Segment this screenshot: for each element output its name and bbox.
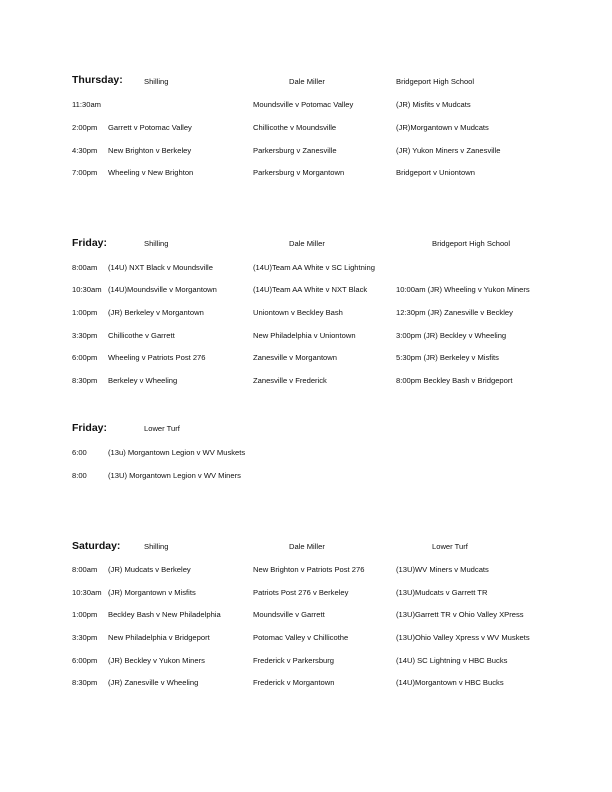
game-time: 3:30pm [72, 633, 98, 642]
game-shilling: Beckley Bash v New Philadelphia [108, 610, 221, 619]
game-shilling: (JR) Beckley v Yukon Miners [108, 656, 205, 665]
game-shilling: Berkeley v Wheeling [108, 376, 178, 385]
game-time: 6:00pm [72, 656, 98, 665]
game-dale-miller: (14U)Team AA White v SC Lightning [253, 263, 375, 272]
game-dale-miller: New Brighton v Patriots Post 276 [253, 565, 365, 574]
game-lower-turf: (14U)Morgantown v HBC Bucks [396, 678, 504, 687]
venue-header-shilling: Shilling [144, 77, 169, 86]
game-lower-turf: (13U) Morgantown Legion v WV Miners [108, 471, 241, 480]
game-shilling: Chillicothe v Garrett [108, 331, 175, 340]
game-dale-miller: Frederick v Morgantown [253, 678, 335, 687]
venue-header-lower-turf: Lower Turf [144, 424, 180, 433]
game-dale-miller: Potomac Valley v Chillicothe [253, 633, 349, 642]
game-time: 8:00am [72, 263, 98, 272]
game-shilling: New Brighton v Berkeley [108, 146, 192, 155]
game-shilling: (JR) Morgantown v Misfits [108, 588, 196, 597]
game-dale-miller: (14U)Team AA White v NXT Black [253, 285, 368, 294]
game-shilling: New Philadelphia v Bridgeport [108, 633, 210, 642]
game-bridgeport: 3:00pm (JR) Beckley v Wheeling [396, 331, 507, 340]
day-heading: Friday: [72, 237, 108, 249]
venue-header-dale-miller: Dale Miller [289, 239, 325, 248]
game-shilling: (JR) Zanesville v Wheeling [108, 678, 199, 687]
venue-header-shilling: Shilling [144, 239, 169, 248]
venue-header-dale-miller: Dale Miller [289, 542, 325, 551]
game-bridgeport: 12:30pm (JR) Zanesville v Beckley [396, 308, 513, 317]
game-time: 8:30pm [72, 376, 98, 385]
game-lower-turf: (13U)WV Miners v Mudcats [396, 565, 489, 574]
game-shilling: (JR) Mudcats v Berkeley [108, 565, 191, 574]
game-shilling: Garrett v Potomac Valley [108, 123, 192, 132]
venue-header-shilling: Shilling [144, 542, 169, 551]
game-lower-turf: (13U)Garrett TR v Ohio Valley XPress [396, 610, 524, 619]
game-shilling: Wheeling v New Brighton [108, 168, 194, 177]
game-shilling: (JR) Berkeley v Morgantown [108, 308, 204, 317]
game-shilling: (14U)Moundsville v Morgantown [108, 285, 217, 294]
game-bridgeport: Bridgeport v Uniontown [396, 168, 475, 177]
game-lower-turf: (13u) Morgantown Legion v WV Muskets [108, 448, 246, 457]
game-time: 1:00pm [72, 308, 98, 317]
game-time: 8:30pm [72, 678, 98, 687]
game-time: 4:30pm [72, 146, 98, 155]
game-time: 8:00 [72, 471, 87, 480]
game-bridgeport: 5:30pm (JR) Berkeley v Misfits [396, 353, 499, 362]
game-dale-miller: Zanesville v Frederick [253, 376, 327, 385]
game-lower-turf: (13U)Ohio Valley Xpress v WV Muskets [396, 633, 530, 642]
game-bridgeport: (JR)Morgantown v Mudcats [396, 123, 489, 132]
game-time: 6:00pm [72, 353, 98, 362]
game-lower-turf: (13U)Mudcats v Garrett TR [396, 588, 488, 597]
game-time: 3:30pm [72, 331, 98, 340]
game-dale-miller: Parkersburg v Zanesville [253, 146, 337, 155]
venue-header-dale-miller: Dale Miller [289, 77, 325, 86]
game-time: 8:00am [72, 565, 98, 574]
game-time: 10:30am [72, 285, 102, 294]
day-heading: Friday: [72, 422, 108, 434]
day-heading: Thursday: [72, 74, 123, 86]
game-time: 11:30am [72, 100, 101, 109]
game-bridgeport: (JR) Yukon Miners v Zanesville [396, 146, 501, 155]
venue-header-bridgeport: Bridgeport High School [432, 239, 511, 248]
game-time: 1:00pm [72, 610, 98, 619]
game-dale-miller: Parkersburg v Morgantown [253, 168, 345, 177]
game-bridgeport: (JR) Misfits v Mudcats [396, 100, 471, 109]
game-time: 10:30am [72, 588, 102, 597]
game-dale-miller: New Philadelphia v Uniontown [253, 331, 356, 340]
venue-header-bridgeport: Bridgeport High School [396, 77, 475, 86]
game-time: 2:00pm [72, 123, 98, 132]
game-dale-miller: Chillicothe v Moundsville [253, 123, 337, 132]
game-dale-miller: Zanesville v Morgantown [253, 353, 337, 362]
game-dale-miller: Moundsville v Potomac Valley [253, 100, 354, 109]
game-dale-miller: Uniontown v Beckley Bash [253, 308, 343, 317]
game-shilling: Wheeling v Patriots Post 276 [108, 353, 206, 362]
game-dale-miller: Frederick v Parkersburg [253, 656, 335, 665]
game-shilling: (14U) NXT Black v Moundsville [108, 263, 213, 272]
game-time: 7:00pm [72, 168, 98, 177]
game-bridgeport: 10:00am (JR) Wheeling v Yukon Miners [396, 285, 530, 294]
game-dale-miller: Moundsville v Garrett [253, 610, 325, 619]
game-time: 6:00 [72, 448, 87, 457]
venue-header-lower-turf: Lower Turf [432, 542, 468, 551]
game-lower-turf: (14U) SC Lightning v HBC Bucks [396, 656, 508, 665]
game-dale-miller: Patriots Post 276 v Berkeley [253, 588, 349, 597]
day-heading: Saturday: [72, 540, 121, 552]
game-bridgeport: 8:00pm Beckley Bash v Bridgeport [396, 376, 513, 385]
